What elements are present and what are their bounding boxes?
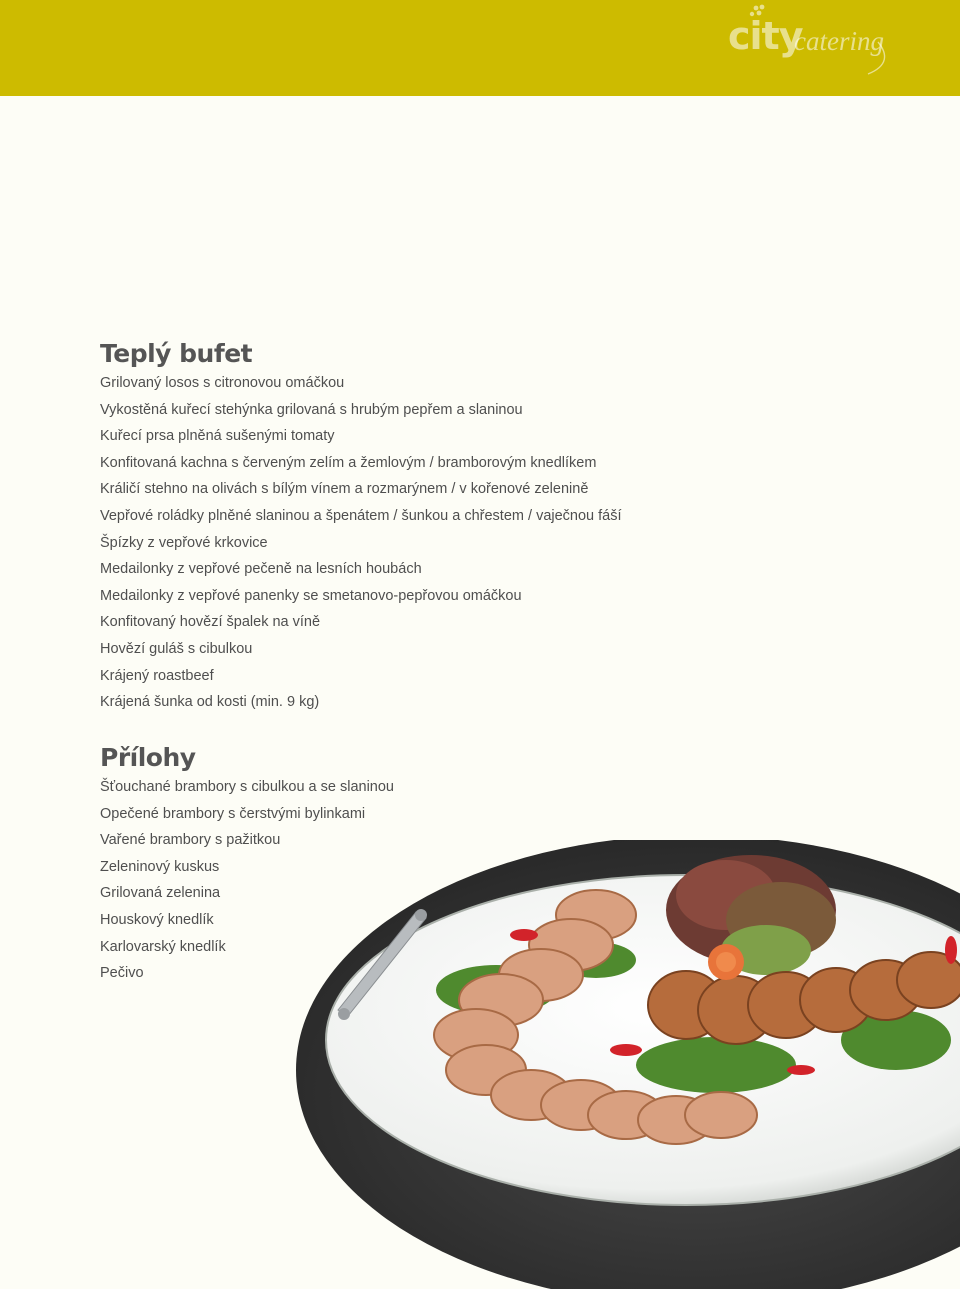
header-bar bbox=[0, 0, 960, 96]
list-item: Vařené brambory s pažitkou bbox=[100, 832, 281, 849]
list-item: Houskový knedlík bbox=[100, 911, 214, 928]
list-item: Konfitovaná kachna s červeným zelím a žemlovým / bramborovým knedlíkem bbox=[100, 454, 597, 471]
list-item: Vepřové roládky plněné slaninou a špenátem / šunkou a chřestem / vaječnou fáší bbox=[100, 507, 622, 524]
logo-text-city: city bbox=[728, 14, 803, 58]
list-item: Grilovaná zelenina bbox=[100, 885, 221, 902]
city-catering-logo bbox=[728, 4, 898, 84]
list-item: Kuřecí prsa plněná sušenými tomaty bbox=[100, 428, 335, 445]
list-item: Králičí stehno na olivách s bílým vínem a rozmarýnem / v kořenové zelenině bbox=[100, 481, 589, 498]
list-item: Karlovarský knedlík bbox=[100, 938, 226, 955]
list-item: Pečivo bbox=[100, 965, 144, 982]
carrot-rose-icon bbox=[708, 944, 744, 980]
sides-title: Přílohy bbox=[100, 743, 196, 772]
list-item: Zeleninový kuskus bbox=[100, 858, 220, 875]
list-item: Vykostěná kuřecí stehýnka grilovaná s hrubým pepřem a slaninou bbox=[100, 401, 523, 418]
list-item: Šťouchané brambory s cibulkou a se slaninou bbox=[100, 779, 395, 795]
list-item: Medailonky z vepřové panenky se smetanovo-pepřovou omáčkou bbox=[100, 587, 522, 604]
warm-buffet-title: Teplý bufet bbox=[100, 339, 253, 368]
logo-text-catering: catering bbox=[794, 26, 884, 56]
list-item: Grilovaný losos s citronovou omáčkou bbox=[100, 375, 345, 391]
list-item: Špízky z vepřové krkovice bbox=[100, 534, 268, 551]
list-item: Medailonky z vepřové pečeně na lesních houbách bbox=[100, 561, 422, 578]
warm-buffet-list bbox=[100, 370, 622, 716]
list-item: Krájený roastbeef bbox=[100, 667, 214, 684]
list-item: Hovězí guláš s cibulkou bbox=[100, 640, 253, 657]
list-item: Krájená šunka od kosti (min. 9 kg) bbox=[100, 694, 320, 711]
list-item: Konfitovaný hovězí špalek na víně bbox=[100, 614, 321, 631]
warm-buffet-section bbox=[100, 338, 622, 716]
food-platter-image bbox=[296, 840, 960, 1289]
list-item: Opečené brambory s čerstvými bylinkami bbox=[100, 805, 366, 822]
